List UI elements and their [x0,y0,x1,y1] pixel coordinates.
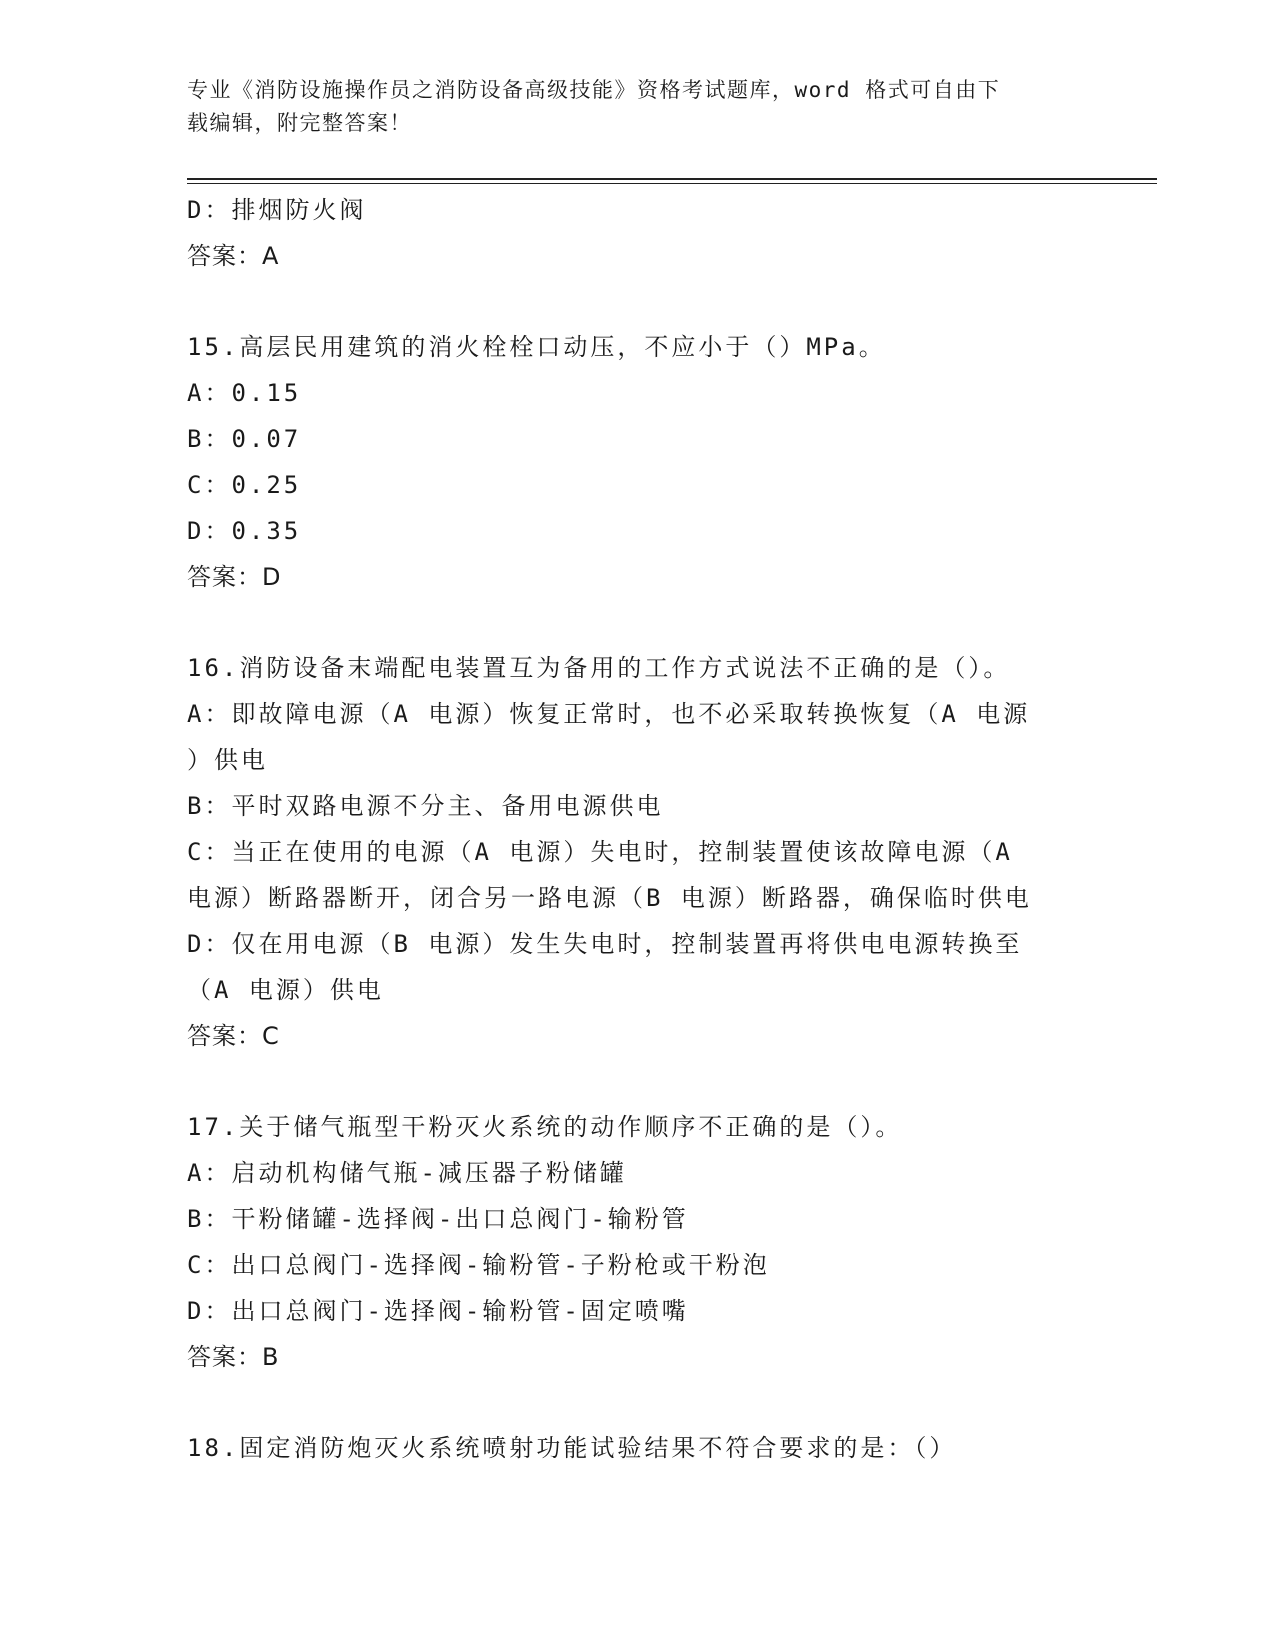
option-a: A：0.15 [187,379,302,407]
question-stem: 16.消防设备末端配电装置互为备用的工作方式说法不正确的是（）。 [187,654,1011,682]
question-stem: 18.固定消防炮灭火系统喷射功能试验结果不符合要求的是：（） [187,1434,957,1462]
option-d-line-1: D：仅在用电源（B 电源）发生失电时，控制装置再将供电电源转换至 [187,930,1023,958]
option-b: B：平时双路电源不分主、备用电源供电 [187,792,664,820]
option-d: D：排烟防火阀 [187,196,367,224]
spacer [187,1380,1157,1425]
header-divider-thin [187,183,1157,184]
option-b: B：干粉储罐-选择阀-出口总阀门-输粉管 [187,1205,689,1233]
option-a: A：启动机构储气瓶-减压器子粉储罐 [187,1159,627,1187]
question-15 [187,324,1157,600]
answer: 答案：D [187,563,282,591]
question-16 [187,645,1157,1059]
spacer [187,279,1157,324]
header-line-2: 载编辑，附完整答案！ [187,111,412,135]
answer: 答案：B [187,1343,280,1371]
question-stem: 17.关于储气瓶型干粉灭火系统的动作顺序不正确的是（）。 [187,1113,903,1141]
spacer [187,600,1157,645]
option-a-line-1: A：即故障电源（A 电源）恢复正常时，也不必采取转换恢复（A 电源 [187,700,1031,728]
question-14-tail [187,187,1157,279]
spacer [187,1059,1157,1104]
option-c: C：0.25 [187,471,302,499]
header-line-1: 专业《消防设施操作员之消防设备高级技能》资格考试题库，word 格式可自由下 [187,78,1001,102]
option-a-line-2: ）供电 [187,746,268,774]
question-content [187,187,1157,1471]
question-stem: 15.高层民用建筑的消火栓栓口动压，不应小于（）MPa。 [187,333,886,361]
option-b: B：0.07 [187,425,302,453]
option-d: D：出口总阀门-选择阀-输粉管-固定喷嘴 [187,1297,689,1325]
question-17 [187,1104,1157,1380]
answer: 答案：C [187,1022,280,1050]
option-c: C：出口总阀门-选择阀-输粉管-子粉枪或干粉泡 [187,1251,770,1279]
option-c-line-2: 电源）断路器断开，闭合另一路电源（B 电源）断路器，确保临时供电 [187,884,1032,912]
option-d: D：0.35 [187,517,302,545]
header-divider-thick [187,178,1157,180]
option-c-line-1: C：当正在使用的电源（A 电源）失电时，控制装置使该故障电源（A [187,838,1013,866]
document-header [187,74,1087,140]
answer: 答案：A [187,242,280,270]
question-18 [187,1425,1157,1471]
option-d-line-2: （A 电源）供电 [187,976,384,1004]
